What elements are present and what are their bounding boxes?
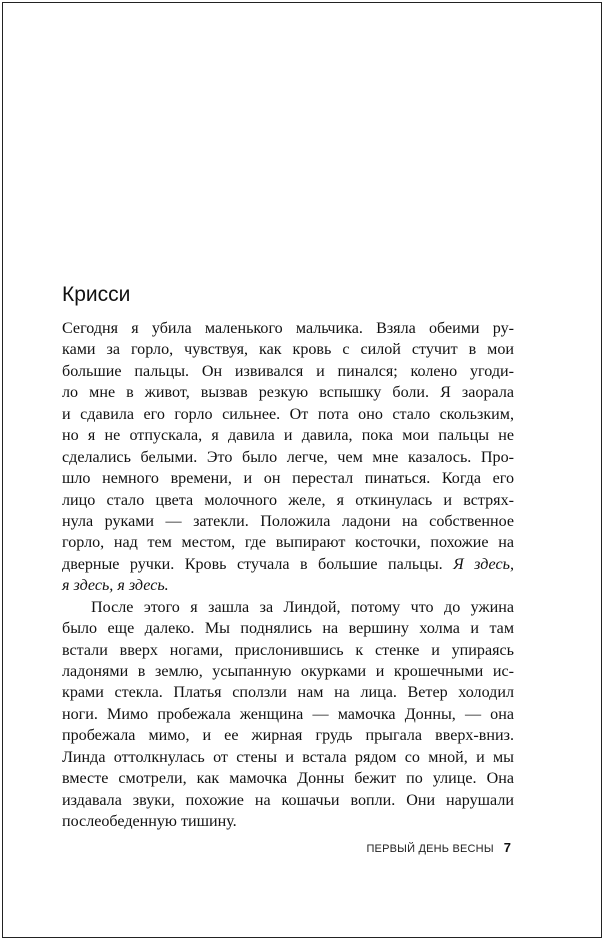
text-line: ноги. Мимо пробежала женщина — мамочка Донны, — она xyxy=(62,705,514,723)
running-title: ПЕРВЫЙ ДЕНЬ ВЕСНЫ xyxy=(366,843,494,855)
body-text xyxy=(62,318,514,833)
text-line: горло, над тем местом, где выпирают косточки, похожие на xyxy=(62,534,514,552)
text-line: шло немного времени, и он перестал пинаться. Когда его xyxy=(62,470,514,488)
text-line: было еще далеко. Мы поднялись на вершину холма и там xyxy=(62,620,514,638)
text-line: лицо стало цвета молочного желе, я откинулась и встрях- xyxy=(62,491,514,509)
text-line xyxy=(62,554,514,575)
paragraph-1 xyxy=(62,318,514,597)
text-line: Сегодня я убила маленького мальчика. Взяла обеими ру- xyxy=(62,320,514,337)
text-line: послеобеденную тишину. xyxy=(62,813,237,831)
text-line: но я не отпускала, я давила и давила, пока мои пальцы не xyxy=(62,427,514,445)
running-footer xyxy=(366,840,511,855)
text-line: ладонями в землю, усыпанную окурками и крошечными ис- xyxy=(62,663,514,680)
text-line: сделались белыми. Это было легче, чем мне казалось. Про- xyxy=(62,448,514,466)
text-line: вместе смотрели, как мамочка Донны бежит по улице. Она xyxy=(62,770,514,788)
text-line: пробежала мимо, и ее жирная грудь прыгала вверх-вниз. xyxy=(62,727,514,745)
italic-phrase: Я здесь, xyxy=(453,555,514,573)
text-line: ками за горло, чувствуя, как кровь с силой стучит в мои xyxy=(62,341,514,359)
text-line-plain: дверные ручки. Кровь стучала в большие пальцы. xyxy=(62,555,443,573)
page-number: 7 xyxy=(503,840,511,855)
text-line: издавала звуки, похожие на кошачьи вопли. Они нарушали xyxy=(62,791,514,809)
text-line: большие пальцы. Он извивался и пинался; колено угоди- xyxy=(62,362,514,380)
text-line: встали вверх ногами, прислонившись к стенке и упираясь xyxy=(62,641,514,659)
text-line: крами стекла. Платья сползли нам на лица. Ветер холодил xyxy=(62,684,514,702)
chapter-title: Крисси xyxy=(62,283,131,306)
italic-phrase: я здесь, я здесь. xyxy=(62,577,169,595)
text-line: После этого я зашла за Линдой, потому что до ужина xyxy=(91,598,514,616)
text-line: ло мне в живот, вызвав резкую вспышку боли. Я заорала xyxy=(62,384,514,402)
text-line: Линда оттолкнулась от стены и встала рядом со мной, и мы xyxy=(62,748,514,766)
text-line: и сдавила его горло сильнее. От пота оно стало скользким, xyxy=(62,405,514,423)
paragraph-2 xyxy=(62,597,514,833)
text-line: нула руками — затекли. Положила ладони на собственное xyxy=(62,512,514,530)
